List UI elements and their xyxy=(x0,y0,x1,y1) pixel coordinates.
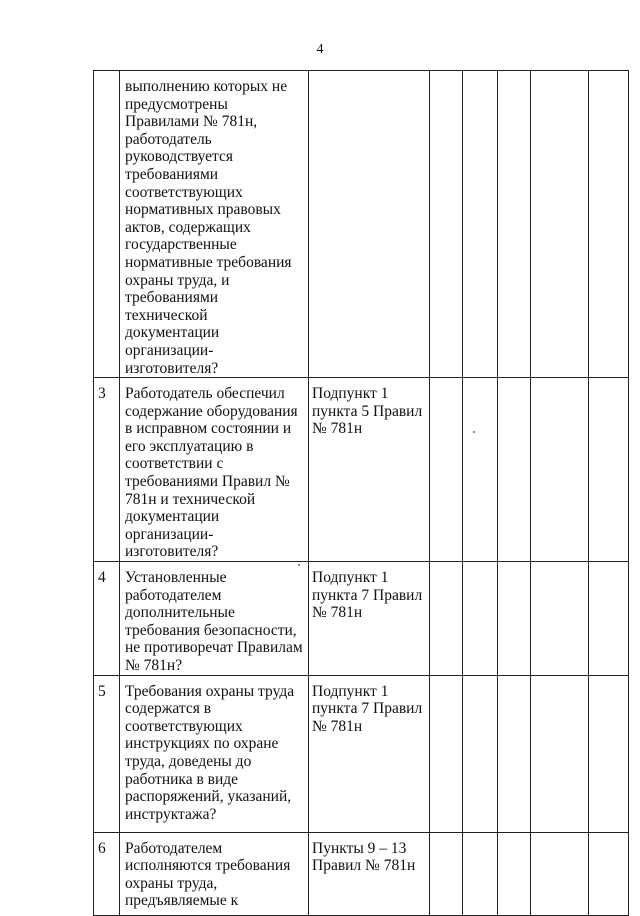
legal-reference: Подпункт 1 пункта 7 Правил № 781н xyxy=(309,675,430,832)
extra-cell xyxy=(589,71,629,378)
notes-cell xyxy=(531,71,589,378)
answer-no-cell xyxy=(463,832,498,915)
answer-not-applicable-cell xyxy=(498,832,531,915)
table-row xyxy=(94,562,629,676)
question-text: Работодатель обеспечил содержание оборудования в исправном состоянии и его эксплуатацию в соответствии с требованиями Правил № 781н и технической документации организации-изготовителя? xyxy=(120,378,309,562)
legal-reference: Пункты 9 – 13 Правил № 781н xyxy=(309,832,430,915)
question-text: выполнению которых не предусмотрены Правилами № 781н, работодатель руководствуется требованиями соответствующих нормативных правовых актов, содержащих государственные нормативные требования охраны труда, и требованиями технической документации организации-изготовителя? xyxy=(120,71,309,378)
answer-no-cell xyxy=(463,675,498,832)
answer-not-applicable-cell xyxy=(498,71,531,378)
table-row xyxy=(94,675,629,832)
row-number: 5 xyxy=(94,675,120,832)
answer-yes-cell xyxy=(430,562,463,676)
answer-not-applicable-cell xyxy=(498,378,531,562)
notes-cell xyxy=(531,562,589,676)
extra-cell xyxy=(589,562,629,676)
answer-not-applicable-cell xyxy=(498,562,531,676)
row-number xyxy=(94,71,120,378)
notes-cell xyxy=(531,832,589,915)
answer-yes-cell xyxy=(430,71,463,378)
answer-not-applicable-cell xyxy=(498,675,531,832)
notes-cell xyxy=(531,675,589,832)
table-row xyxy=(94,71,629,378)
answer-yes-cell xyxy=(430,378,463,562)
legal-reference: Подпункт 1 пункта 7 Правил № 781н xyxy=(309,562,430,676)
extra-cell xyxy=(589,675,629,832)
legal-reference: Подпункт 1 пункта 5 Правил № 781н xyxy=(309,378,430,562)
scan-speck xyxy=(298,564,300,566)
extra-cell xyxy=(589,832,629,915)
answer-no-cell xyxy=(463,378,498,562)
answer-yes-cell xyxy=(430,675,463,832)
row-number: 6 xyxy=(94,832,120,915)
page-number: 4 xyxy=(316,42,324,57)
notes-cell xyxy=(531,378,589,562)
row-number: 3 xyxy=(94,378,120,562)
question-text: Требования охраны труда содержатся в соответствующих инструкциях по охране труда, доведены до работника в виде распоряжений, указаний, инструктажа? xyxy=(120,675,309,832)
extra-cell xyxy=(589,378,629,562)
answer-no-cell xyxy=(463,562,498,676)
checklist-table xyxy=(93,70,629,916)
question-text: Работодателем исполняются требования охраны труда, предъявляемые к xyxy=(120,832,309,915)
table-row xyxy=(94,832,629,915)
table-row xyxy=(94,378,629,562)
answer-yes-cell xyxy=(430,832,463,915)
question-text: Установленные работодателем дополнительные требования безопасности, не противоречат Правилам № 781н? xyxy=(120,562,309,676)
row-number: 4 xyxy=(94,562,120,676)
scan-speck xyxy=(473,431,475,433)
answer-no-cell xyxy=(463,71,498,378)
legal-reference xyxy=(309,71,430,378)
